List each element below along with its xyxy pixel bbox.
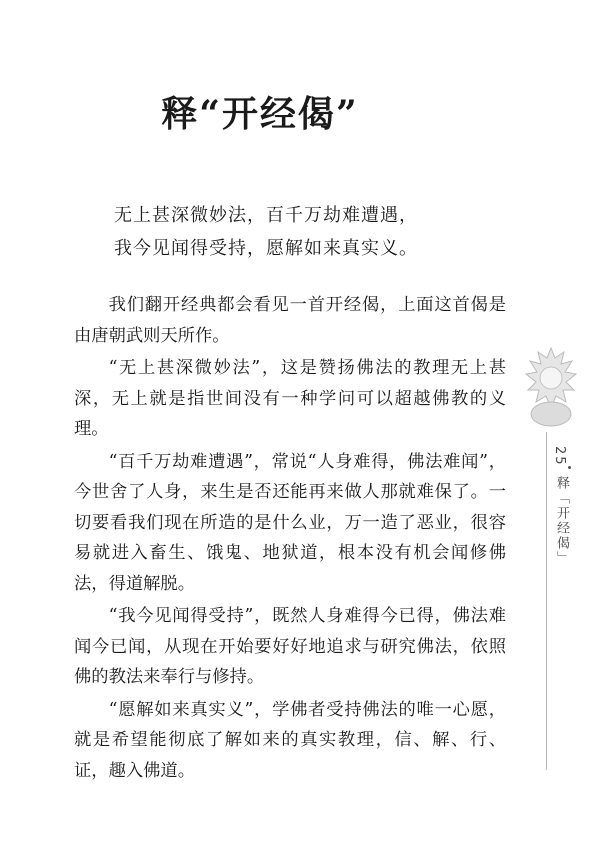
body-text — [74, 290, 506, 788]
paragraph: “无上甚深微妙法”，这是赞扬佛法的教理无上甚深，无上就是指世间没有一种学问可以超越佛教的义理。 — [74, 358, 506, 439]
buddha-figure-icon — [520, 344, 582, 430]
verse-line-2: 我今见闻得受持，愿解如来真实义。 — [114, 238, 418, 259]
page-title: 释“开经偈” — [161, 93, 359, 135]
verse-line-1: 无上甚深微妙法，百千万劫难遭遇， — [114, 205, 418, 226]
page-number: 25 — [552, 446, 567, 467]
side-rule — [546, 432, 547, 770]
paragraph: “百千万劫难遭遇”，常说“人身难得，佛法难闻”，今世舍了人身，来生是否还能再来做人那就难保了。一切要看我们现在所造的是什么业，万一造了恶业，很容易就进入畜生、饿鬼、地狱道，根本没有机会闻修佛法，得道解脱。 — [74, 451, 506, 594]
paragraph: “我今见闻得受持”，既然人身难得今已得，佛法难闻今已闻，从现在开始要好好地追求与研究佛法，依照佛的教法来奉行与修持。 — [74, 606, 506, 687]
separator-dot — [568, 466, 571, 469]
paragraph: 我们翻开经典都会看见一首开经偈，上面这首偈是由唐朝武则天所作。 — [74, 295, 506, 346]
paragraph: “愿解如来真实义”，学佛者受持佛法的唯一心愿，就是希望能彻底了解如来的真实教理，信、解、行、证，趣入佛道。 — [74, 699, 506, 781]
section-label: 释「开经偈」 — [554, 476, 569, 566]
